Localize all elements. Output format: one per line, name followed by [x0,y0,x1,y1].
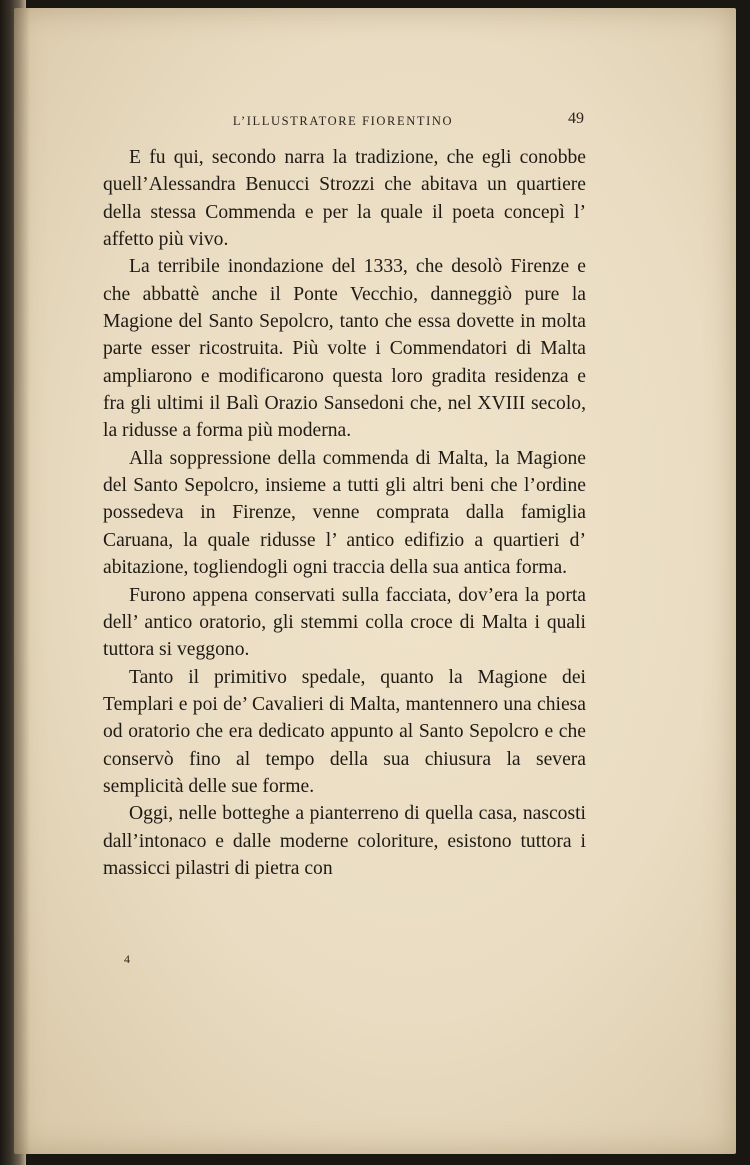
running-title: L’ILLUSTRATORE FIORENTINO [232,114,454,128]
paragraph: La terribile inondazione del 1333, che desolò Firenze e che abbattè anche il Ponte Vecchio, danneggiò pure la Magione del Santo Sepolcro, tanto che essa dovette in molta parte esser ricostruita. Più volte i Commendatori di Malta ampliarono e modificarono questa loro gradita residenza e fra gli ultimi il Balì Orazio Sansedoni che, nel XVIII secolo, la ridusse a forma più moderna. [103,256,586,442]
paragraph: E fu qui, secondo narra la tradizione, che egli conobbe quell’Alessandra Benucci Strozzi che abitava un quartiere della stessa Commenda e per la quale il poeta concepì l’ affetto più vivo. [103,147,586,251]
page-gutter-shadow [14,8,30,1154]
paragraph: Tanto il primitivo spedale, quanto la Magione dei Templari e poi de’ Cavalieri di Malta, mantennero una chiesa od oratorio che era dedicato appunto al Santo Sepolcro e che conservò fino al tempo della sua chiusura la severa semplicità delle sue forme. [103,666,586,797]
paragraph: Oggi, nelle botteghe a pianterreno di quella casa, nascosti dall’intonaco e dalle moderne coloriture, esistono tuttora i massicci pilastri di pietra con [103,803,586,879]
paragraph: Alla soppressione della commenda di Malta, la Magione del Santo Sepolcro, insieme a tutti gli altri beni che l’ordine possedeva in Firenze, venne comprata dalla famiglia Caruana, la quale ridusse l’ antico edifizio a quartieri d’ abitazione, togliendogli ogni traccia della sua antica forma. [103,447,586,579]
body-text [103,144,586,882]
signature-mark: 4 [124,952,130,966]
page-number: 49 [568,110,584,127]
paragraph: Furono appena conservati sulla facciata, dov’era la porta dell’ antico oratorio, gli stemmi colla croce di Malta i quali tuttora si veggono. [103,584,586,661]
page-header [102,110,584,130]
